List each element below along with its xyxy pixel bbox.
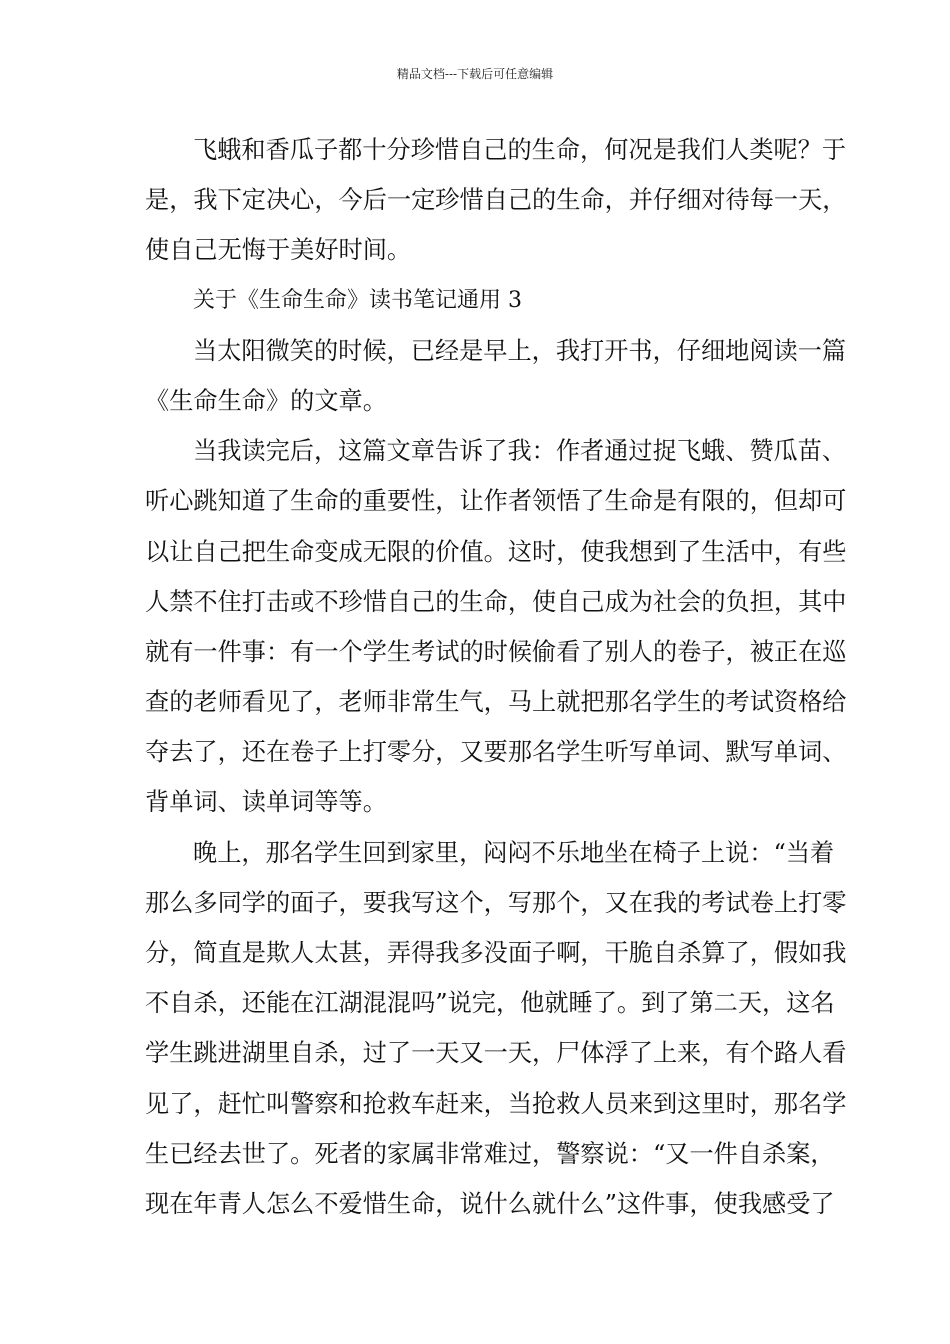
text-line: 学生跳进湖里自杀，过了一天又一天，尸体浮了上来，有个路人看: [145, 1039, 847, 1068]
text-line: 生已经去世了。死者的家属非常难过，警察说：“又一件自杀案，: [145, 1139, 835, 1168]
text-line: 分，简直是欺人太甚，弄得我多没面子啊，干脆自杀算了，假如我: [145, 939, 847, 967]
text-line: 以让自己把生命变成无限的价值。这时，使我想到了生活中，有些: [145, 537, 847, 566]
text-line: 就有一件事：有一个学生考试的时候偷看了别人的卷子，被正在巡: [145, 637, 847, 666]
text-line: 当我读完后，这篇文章告诉了我：作者通过捉飞蛾、赞瓜苗、: [193, 437, 847, 466]
text-line: 听心跳知道了生命的重要性，让作者领悟了生命是有限的，但却可: [145, 487, 847, 516]
text-line: 查的老师看见了，老师非常生气，马上就把那名学生的考试资格给: [145, 688, 847, 717]
document-body: [145, 132, 847, 1236]
text-line: 当太阳微笑的时候，已经是早上，我打开书，仔细地阅读一篇: [193, 336, 847, 365]
text-line: 飞蛾和香瓜子都十分珍惜自己的生命，何况是我们人类呢？于: [193, 136, 847, 164]
text-line: 见了，赶忙叫警察和抢救车赶来，当抢救人员来到这里时，那名学: [145, 1089, 847, 1118]
text-line: 人禁不住打击或不珍惜自己的生命，使自己成为社会的负担，其中: [145, 587, 847, 616]
text-line: 背单词、读单词等等。: [145, 788, 387, 817]
text-line: 使自己无悔于美好时间。: [145, 236, 412, 265]
text-line: 是，我下定决心，今后一定珍惜自己的生命，并仔细对待每一天，: [145, 186, 847, 215]
section-heading: 关于《生命生命》读书笔记通用 3: [193, 287, 522, 313]
text-line: 现在年青人怎么不爱惜生命，说什么就什么”这件事，使我感受了: [145, 1189, 835, 1218]
text-line: 夺去了，还在卷子上打零分，又要那名学生听写单词、默写单词、: [145, 738, 847, 767]
text-line: 晚上，那名学生回到家里，闷闷不乐地坐在椅子上说：“当着: [193, 838, 835, 867]
text-line: 那么多同学的面子，要我写这个，写那个，又在我的考试卷上打零: [145, 888, 847, 917]
page-header: 精品文档---下载后可任意编辑: [396, 67, 554, 81]
text-line: 不自杀，还能在江湖混混吗”说完，他就睡了。到了第二天，这名: [145, 989, 835, 1018]
text-line: 《生命生命》的文章。: [145, 386, 387, 415]
